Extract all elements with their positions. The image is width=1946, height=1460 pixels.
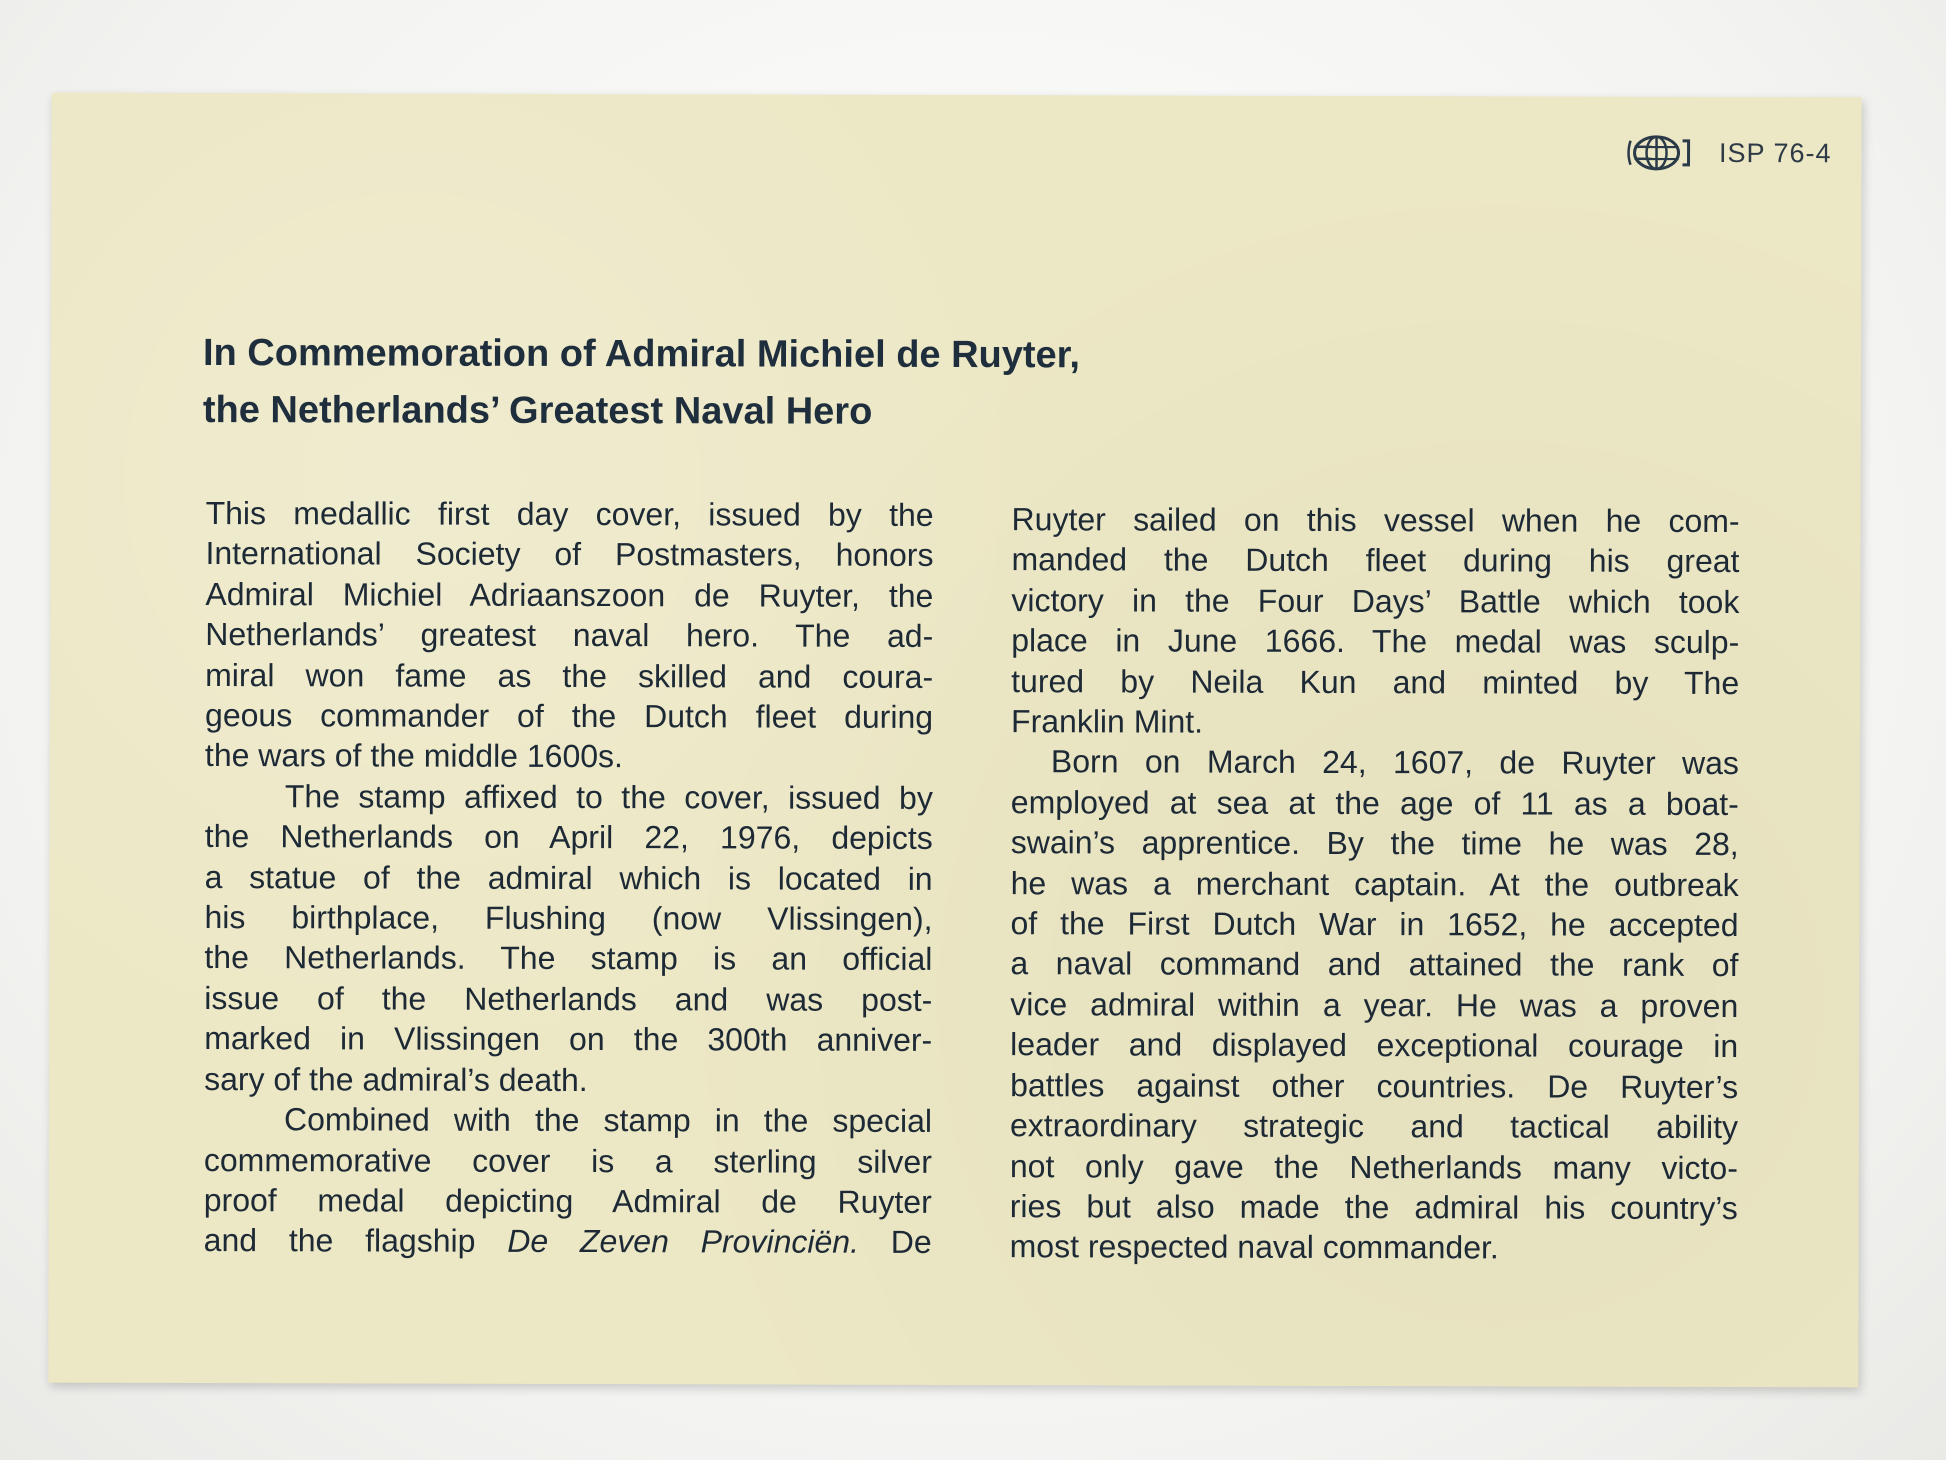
title-line-2: the Netherlands’ Greatest Naval Hero <box>202 389 873 433</box>
text-line: swain’s apprentice. By the time he was 28, <box>1010 824 1739 863</box>
text-line: a statue of the admiral which is located in <box>204 858 933 897</box>
text-line: vice admiral within a year. He was a proven <box>1010 986 1739 1024</box>
text-line: battles against other countries. De Ruyter’s <box>1010 1066 1739 1105</box>
text-line: tured by Neila Kun and minted by The <box>1011 662 1740 701</box>
text-line: proof medal depicting Admiral de Ruyter <box>203 1181 932 1220</box>
text-line: This medallic first day cover, issued by the <box>205 495 934 533</box>
text-line: marked in Vlissingen on the 300th anniver- <box>204 1020 933 1059</box>
text-line: Franklin Mint. <box>1011 703 1204 740</box>
text-line: his birthplace, Flushing (now Vlissingen), <box>204 899 933 938</box>
text-line: Netherlands’ greatest naval hero. The ad- <box>205 616 934 655</box>
text-line: Admiral Michiel Adriaanszoon de Ruyter, the <box>205 575 934 614</box>
text-line: of the First Dutch War in 1652, he accepted <box>1010 905 1739 944</box>
text-line: most respected naval commander. <box>1009 1228 1499 1266</box>
text-line: place in June 1666. The medal was sculp- <box>1011 622 1740 661</box>
text-line: Combined with the stamp in the special <box>283 1101 933 1140</box>
left-paragraph-3 <box>204 1099 932 1263</box>
text-line: extraordinary strategic and tactical ability <box>1009 1107 1739 1146</box>
text-line: issue of the Netherlands and was post- <box>204 979 933 1018</box>
title-line-1: In Commemoration of Admiral Michiel de Ruyter, <box>202 332 1081 377</box>
text-line: the wars of the middle 1600s. <box>204 737 624 775</box>
left-column <box>204 493 934 1263</box>
text-line: manded the Dutch fleet during his great <box>1011 541 1740 580</box>
left-paragraph-1 <box>205 493 934 778</box>
text-line: victory in the Four Days’ Battle which took <box>1011 581 1740 620</box>
text-line: the Netherlands on April 22, 1976, depicts <box>204 818 933 857</box>
globe-logo-icon <box>1627 135 1693 171</box>
text-line: he was a merchant captain. At the outbreak <box>1010 864 1739 903</box>
text-line: not only gave the Netherlands many victo- <box>1009 1147 1738 1186</box>
text-line: International Society of Postmasters, honors <box>205 535 934 574</box>
text-line: the Netherlands. The stamp is an official <box>204 939 933 978</box>
right-paragraph-1 <box>1011 499 1740 743</box>
commemorative-card <box>48 93 1861 1388</box>
catalog-code: ISP 76-4 <box>1718 137 1832 168</box>
right-paragraph-2 <box>1010 742 1739 1269</box>
text-line: leader and displayed exceptional courage in <box>1010 1026 1739 1065</box>
text-line: ries but also made the admiral his country’s <box>1009 1188 1738 1226</box>
text-line: Ruyter sailed on this vessel when he com- <box>1011 501 1740 540</box>
text-line: geous commander of the Dutch fleet during <box>205 697 934 735</box>
ship-name: De Zeven Provinciën. <box>507 1223 860 1261</box>
text-line: a naval command and attained the rank of <box>1010 945 1739 984</box>
text-line: commemorative cover is a sterling silver <box>203 1141 932 1180</box>
text-line: Born on March 24, 1607, de Ruyter was <box>1050 743 1739 782</box>
text-line: sary of the admiral’s death. <box>204 1060 588 1098</box>
card-title <box>203 325 1080 441</box>
right-column <box>1010 499 1740 1269</box>
text-line <box>204 1220 932 1262</box>
text-fragment: De <box>858 1224 932 1261</box>
text-line: employed at sea at the age of 11 as a boat- <box>1010 783 1739 822</box>
text-line: miral won fame as the skilled and coura- <box>205 656 934 695</box>
left-paragraph-2 <box>204 776 933 1101</box>
text-fragment: and the flagship <box>203 1222 508 1260</box>
text-line: The stamp affixed to the cover, issued by <box>284 778 933 816</box>
card-header <box>1627 135 1832 172</box>
